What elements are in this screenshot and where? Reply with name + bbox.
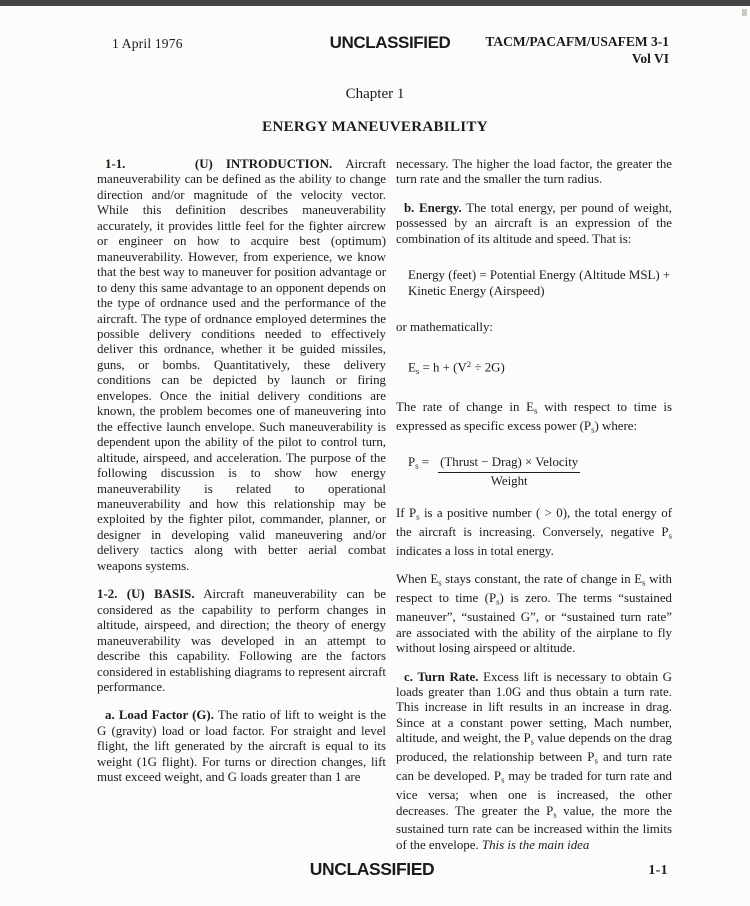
paragraph-energy: b. Energy. The total energy, per pound of weight, possessed by an aircraft is an expression of the combination of its altitude and speed. That is:: [396, 200, 672, 246]
fraction-denominator: Weight: [490, 473, 528, 488]
paragraph-rate-of-change: The rate of change in Es with respect to time is expressed as specific excess power (Ps) where:: [396, 399, 672, 435]
document-title: ENERGY MANEUVERABILITY: [262, 119, 488, 135]
paragraph-load-factor: a. Load Factor (G). The ratio of lift to weight is the G (gravity) load or load factor. For straight and level flight, the lift generated by the aircraft is equal to its weight (1G flight). For turns or direction changes, lift must exceed weight, and G loads greater than 1 are: [97, 708, 386, 785]
formula-specific-excess-power: [408, 455, 672, 489]
paragraph-turn-rate: c. Turn Rate. Excess lift is necessary to obtain G loads greater than 1.0G and thus obtain a turn rate. This increase in lift results in an increase in drag. Since at a constant power setting, Mach number, altitude, and weight, the Ps value depends on the drag produced, the relationship between Ps and turn rate can be developed. Ps may be traded for turn rate and vice versa; when one is increased, the other decreases. The greater the Ps value, the more the sustained turn rate can be increased within the limits of the envelope. This is the main idea: [396, 669, 672, 852]
doc-volume: Vol VI: [631, 50, 669, 66]
paragraph-es-constant: When Es stays constant, the rate of change in Es with respect to time (Ps) is zero. The terms “sustained maneuver”, “sustained G”, or “sustained turn rate” are associated with the ability of the airplane to fly without losing airspeed or altitude.: [396, 572, 672, 656]
fraction: [438, 455, 580, 489]
paragraph-load-factor-continued: necessary. The higher the load factor, the greater the turn rate and the smaller the turn radius.: [396, 157, 672, 187]
formula-ps-lhs: Ps =: [408, 454, 430, 471]
formula-energy-definition: Energy (feet) = Potential Energy (Altitude MSL) + Kinetic Energy (Airspeed): [408, 268, 671, 298]
header-classification-marking: UNCLASSIFIED: [329, 33, 451, 52]
header-date: 1 April 1976: [112, 36, 183, 51]
paragraph-1-2-basis: 1-2. (U) BASIS. Aircraft maneuverability can be considered as the capability to perform changes in altitude, airspeed, and direction; the theory of energy maneuverability was developed in an attempt to describe this capability. Following are the factors considered in establishing diagrams to represent aircraft performance.: [97, 587, 386, 694]
scan-edge-bar: [0, 0, 750, 6]
two-column-body: [97, 157, 672, 857]
formula-specific-energy: $Es = h + (V^2 \div 2G)$: [408, 358, 505, 376]
paragraph-positive-ps: If Ps is a positive number ( > 0), the total energy of the aircraft is increasing. Conversely, negative Ps indicates a loss in total energy.: [396, 506, 672, 558]
doc-number: TACM/PACAFM/USAFEM 3-1: [485, 34, 669, 49]
left-column: [97, 157, 386, 857]
footer-page-number: 1-1: [648, 862, 668, 877]
paragraph-1-1-introduction: 1-1. (U) INTRODUCTION. Aircraft maneuverability can be defined as the ability to change direction and/or magnitude of the velocity vector. While this definition describes maneuverability accurately, it provides little feel for the fighter aircrew or engineer on how to acquire best (optimum) maneuverability. However, from experience, we know that the best way to maneuver for position advantage or to deny this same advantage to an opponent depends on the type of ordnance used and the performance of the aircraft. The type of ordnance employed determines the possible delivery conditions needed to effectively deliver this ordnance, whether it be guided missiles, guns, or bombs. Quantitatively, these delivery conditions can be depicted by launch or firing envelopes. Once the initial delivery conditions are known, the problem becomes one of maneuvering into the effective launch envelope. Such maneuverability is dependent upon the ability of the pilot to control turn, altitude, airspeed, and acceleration. The purpose of the following discussion is to show how energy maneuverability is related to operational maneuverability and how this relationship may be exploited by the fighter pilot, commander, planner, or designer in developing valid maneuvering and/or delivery tactics along with better aerial combat weapons systems.: [97, 157, 386, 573]
paragraph-or-mathematically: or mathematically:: [396, 320, 494, 335]
right-column: [396, 157, 672, 857]
header-doc-number-block: [485, 34, 669, 67]
fraction-numerator: (Thrust − Drag) × Velocity: [438, 455, 580, 473]
chapter-heading: Chapter 1: [345, 86, 405, 102]
scan-artifact: [742, 9, 747, 16]
footer-classification-marking: UNCLASSIFIED: [309, 859, 435, 879]
